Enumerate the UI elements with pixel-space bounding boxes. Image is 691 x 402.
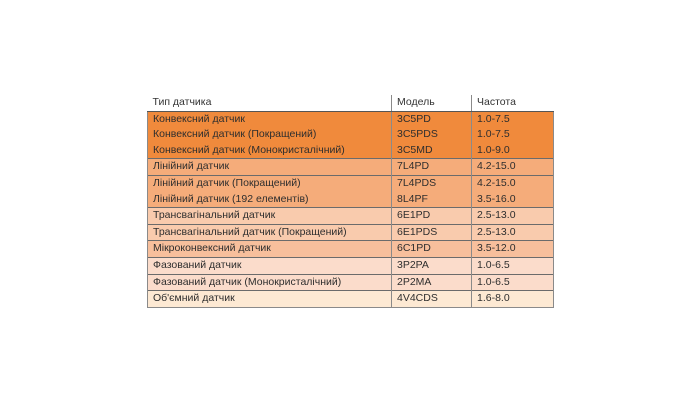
frequency-cell: 4.2-15.0	[472, 175, 554, 191]
header-probe-type: Тип датчика	[148, 95, 392, 111]
model-cell: 3P2PA	[392, 257, 472, 274]
table-row	[148, 257, 554, 274]
probe-type-cell: Конвексний датчик (Монокристалічний)	[148, 143, 392, 159]
table-header-row	[148, 95, 554, 111]
probe-type-cell: Конвексний датчик (Покращений)	[148, 127, 392, 143]
frequency-cell: 1.0-6.5	[472, 257, 554, 274]
model-cell: 3C5MD	[392, 143, 472, 159]
probe-type-cell: Фазований датчик (Монокристалічний)	[148, 274, 392, 291]
model-cell: 7L4PDS	[392, 175, 472, 191]
table-row	[148, 111, 554, 127]
table-row	[148, 291, 554, 308]
table-row	[148, 192, 554, 208]
frequency-cell: 3.5-12.0	[472, 241, 554, 258]
table-row	[148, 241, 554, 258]
table-row	[148, 274, 554, 291]
probe-type-cell: Фазований датчик	[148, 257, 392, 274]
probe-type-cell: Лінійний датчик (Покращений)	[148, 175, 392, 191]
model-cell: 6E1PD	[392, 208, 472, 225]
probe-table	[147, 95, 554, 308]
frequency-cell: 3.5-16.0	[472, 192, 554, 208]
frequency-cell: 4.2-15.0	[472, 159, 554, 176]
probe-type-cell: Лінійний датчик	[148, 159, 392, 176]
probe-type-cell: Об'ємний датчик	[148, 291, 392, 308]
frequency-cell: 1.6-8.0	[472, 291, 554, 308]
frequency-cell: 1.0-9.0	[472, 143, 554, 159]
probe-type-cell: Мікроконвексний датчик	[148, 241, 392, 258]
model-cell: 2P2MA	[392, 274, 472, 291]
header-model: Модель	[392, 95, 472, 111]
table-row	[148, 208, 554, 225]
probe-type-cell: Конвексний датчик	[148, 111, 392, 127]
table-row	[148, 175, 554, 191]
frequency-cell: 1.0-7.5	[472, 127, 554, 143]
frequency-cell: 1.0-7.5	[472, 111, 554, 127]
probe-type-cell: Трансвагінальний датчик (Покращений)	[148, 224, 392, 241]
table-row	[148, 159, 554, 176]
frequency-cell: 2.5-13.0	[472, 224, 554, 241]
probe-type-cell: Лінійний датчик (192 елементів)	[148, 192, 392, 208]
table-row	[148, 224, 554, 241]
model-cell: 3C5PDS	[392, 127, 472, 143]
table-row	[148, 127, 554, 143]
probe-type-cell: Трансвагінальний датчик	[148, 208, 392, 225]
header-frequency: Частота	[472, 95, 554, 111]
frequency-cell: 1.0-6.5	[472, 274, 554, 291]
model-cell: 6C1PD	[392, 241, 472, 258]
model-cell: 8L4PF	[392, 192, 472, 208]
model-cell: 6E1PDS	[392, 224, 472, 241]
table-row	[148, 143, 554, 159]
probe-table-body	[148, 95, 554, 307]
model-cell: 4V4CDS	[392, 291, 472, 308]
model-cell: 7L4PD	[392, 159, 472, 176]
frequency-cell: 2.5-13.0	[472, 208, 554, 225]
model-cell: 3C5PD	[392, 111, 472, 127]
